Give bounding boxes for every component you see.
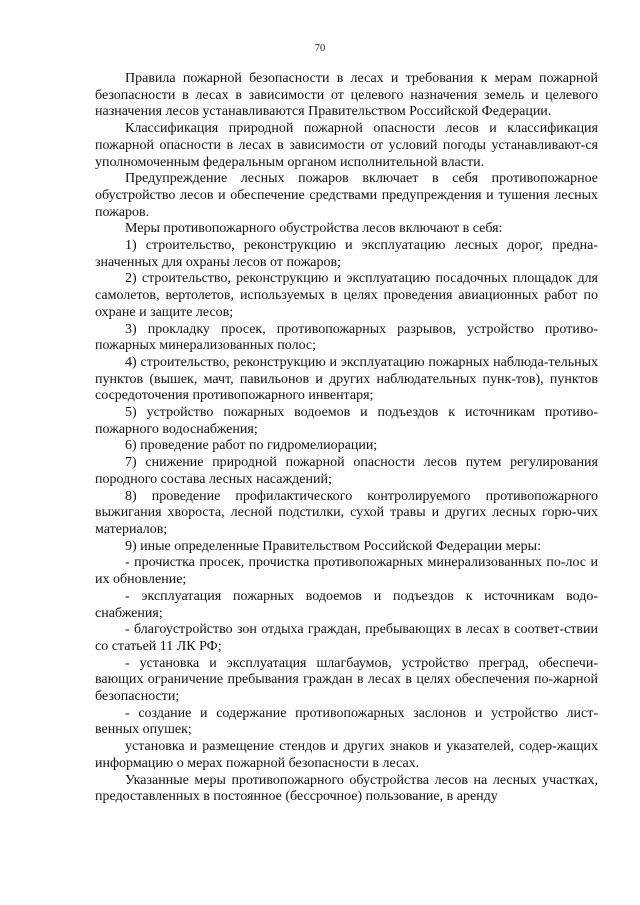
list-item: 1) строительство, реконструкцию и эксплуатацию лесных дорог, предна-значенных для охраны лесов от пожаров; bbox=[95, 238, 598, 270]
sub-list-item: - благоустройство зон отдыха граждан, пребывающих в лесах в соответ-ствии со статьей 11 ЛК РФ; bbox=[95, 622, 598, 654]
sub-list-item: - создание и содержание противопожарных заслонов и устройство лист-венных опушек; bbox=[95, 705, 598, 738]
list-item: 8) проведение профилактического контролируемого противопожарного выжигания хвороста, лесной подстилки, сухой травы и других лесных горю-чих материалов; bbox=[95, 488, 598, 537]
list-item: 4) строительство, реконструкцию и эксплуатацию пожарных наблюда-тельных пунктов (вышек, мачт, павильонов и других наблюдательных пунк-тов), пунктов сосредоточения противопожарного инвентаря; bbox=[95, 354, 598, 404]
paragraph: Указанные меры противопожарного обустройства лесов на лесных участках, предоставленных в постоянное (бессрочное) пользование, в аренду bbox=[95, 772, 598, 805]
paragraph: Меры противопожарного обустройства лесов включают в себя: bbox=[125, 221, 503, 237]
list-item: 7) снижение природной пожарной опасности лесов путем регулирования породного состава лесных насаждений; bbox=[95, 455, 598, 487]
list-item: 5) устройство пожарных водоемов и подъездов к источникам противо-пожарного водоснабжения; bbox=[95, 405, 598, 437]
paragraph: Классификация природной пожарной опасности лесов и классификация пожарной опасности в лесах в зависимости от условий погоды устанавливают-ся уполномоченным федеральным органом исполнительной власти. bbox=[95, 121, 598, 170]
sub-list-item: - установка и эксплуатация шлагбаумов, устройство преград, обеспечи-вающих ограничение пребывания граждан в лесах в целях обеспечения по-жарной безопасности; bbox=[95, 655, 598, 705]
sub-list-item: - прочистка просек, прочистка противопожарных минерализованных по-лос и их обновление; bbox=[95, 555, 598, 588]
sub-list-item: установка и размещение стендов и других знаков и указателей, содер-жащих информацию о мерах пожарной безопасности в лесах. bbox=[95, 739, 598, 771]
list-item: 9) иные определенные Правительством Российской Федерации меры: bbox=[125, 538, 541, 554]
list-item: 2) строительство, реконструкцию и эксплуатацию посадочных площадок для самолетов, вертолетов, используемых в целях проведения авиационных работ по охране и защите лесов; bbox=[95, 271, 598, 320]
sub-list-item: - эксплуатация пожарных водоемов и подъездов к источникам водо-снабжения; bbox=[95, 588, 598, 621]
list-item: 3) прокладку просек, противопожарных разрывов, устройство противо-пожарных минерализованных полос; bbox=[95, 321, 598, 354]
paragraph: Предупреждение лесных пожаров включает в себя противопожарное обустройство лесов и обеспечение средствами предупреждения и тушения лесных пожаров. bbox=[95, 171, 598, 220]
paragraph: Правила пожарной безопасности в лесах и требования к мерам пожарной безопасности в лесах в зависимости от целевого назначения земель и целевого назначения лесов устанавливаются Правительством Российской Федерации. bbox=[95, 71, 598, 120]
body-text bbox=[95, 71, 598, 806]
list-item: 6) проведение работ по гидромелиорации; bbox=[125, 438, 378, 454]
page-number: 70 bbox=[314, 43, 326, 54]
